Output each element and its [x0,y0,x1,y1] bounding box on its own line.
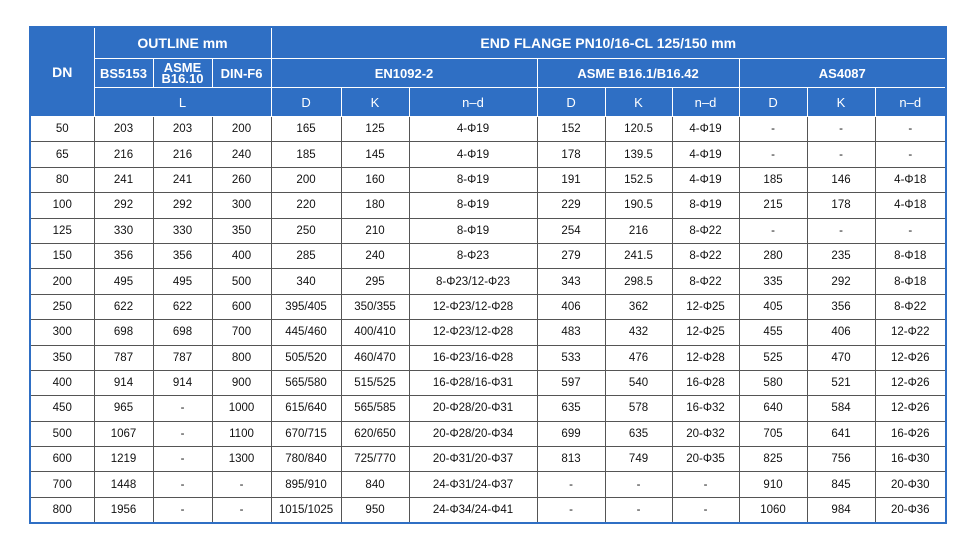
table-cell: 8-Φ22 [875,294,946,319]
table-cell: 895/910 [271,472,341,497]
table-cell: 16-Φ32 [672,396,739,421]
table-cell: - [153,447,212,472]
table-row [30,396,946,421]
table-cell: 254 [537,218,605,243]
table-cell: 8-Φ18 [875,269,946,294]
table-cell: 356 [153,243,212,268]
table-cell: 635 [605,421,672,446]
table-cell: 125 [341,117,409,142]
table-cell: 191 [537,167,605,192]
table-cell: 400 [30,370,94,395]
table-cell: - [807,142,875,167]
table-cell: 292 [94,193,153,218]
table-row [30,472,946,497]
table-cell: 20-Φ36 [875,497,946,523]
table-cell: 12-Φ28 [672,345,739,370]
table-cell: 515/525 [341,370,409,395]
table-cell: 641 [807,421,875,446]
table-cell: 787 [153,345,212,370]
table-cell: 600 [212,294,271,319]
table-cell: 139.5 [605,142,672,167]
table-cell: 780/840 [271,447,341,472]
table-cell: 984 [807,497,875,523]
table-cell: 910 [739,472,807,497]
table-cell: - [537,472,605,497]
table-cell: 800 [30,497,94,523]
table-cell: - [875,117,946,142]
table-cell: 584 [807,396,875,421]
table-cell: 4-Φ19 [672,142,739,167]
table-cell: 241 [153,167,212,192]
table-cell: 335 [739,269,807,294]
header-bs5153: BS5153 [94,59,153,88]
table-cell: 8-Φ23 [409,243,537,268]
header-en-d: D [271,88,341,117]
table-cell: 350 [30,345,94,370]
table-cell: 483 [537,320,605,345]
table-cell: 622 [94,294,153,319]
table-cell: 914 [94,370,153,395]
table-cell: 1300 [212,447,271,472]
table-cell: 152.5 [605,167,672,192]
table-cell: 813 [537,447,605,472]
table-cell: 406 [807,320,875,345]
table-cell: 635 [537,396,605,421]
table-cell: 65 [30,142,94,167]
table-cell: 20-Φ28/20-Φ34 [409,421,537,446]
table-cell: 615/640 [271,396,341,421]
table-cell: 4-Φ19 [672,167,739,192]
table-cell: 565/580 [271,370,341,395]
table-cell: - [739,218,807,243]
table-cell: - [212,472,271,497]
table-cell: 16-Φ26 [875,421,946,446]
header-asme-d: D [537,88,605,117]
table-cell: 705 [739,421,807,446]
header-dn: DN [30,27,94,117]
table-cell: 165 [271,117,341,142]
table-cell: - [672,497,739,523]
table-cell: 8-Φ19 [409,167,537,192]
table-cell: 8-Φ19 [672,193,739,218]
table-cell: - [212,497,271,523]
table-cell: 295 [341,269,409,294]
table-cell: 16-Φ28/16-Φ31 [409,370,537,395]
table-cell: 24-Φ34/24-Φ41 [409,497,537,523]
table-cell: 470 [807,345,875,370]
table-row [30,117,946,142]
table-cell: - [605,497,672,523]
table-cell: 495 [94,269,153,294]
table-cell: 220 [271,193,341,218]
table-cell: 533 [537,345,605,370]
table-cell: 240 [212,142,271,167]
table-cell: 950 [341,497,409,523]
table-cell: 146 [807,167,875,192]
header-asme-k: K [605,88,672,117]
header-asme-b161: ASME B16.1/B16.42 [537,59,739,88]
table-cell: 160 [341,167,409,192]
table-cell: 216 [605,218,672,243]
table-cell: 1067 [94,421,153,446]
header-asme-nd: n–d [672,88,739,117]
table-cell: 699 [537,421,605,446]
table-cell: 406 [537,294,605,319]
table-cell: 400 [212,243,271,268]
table-cell: 203 [153,117,212,142]
table-cell: 178 [537,142,605,167]
table-cell: 12-Φ26 [875,396,946,421]
table-cell: 100 [30,193,94,218]
table-cell: 16-Φ28 [672,370,739,395]
table-cell: 900 [212,370,271,395]
table-cell: - [153,421,212,446]
table-cell: 565/585 [341,396,409,421]
table-cell: 330 [153,218,212,243]
table-row [30,497,946,523]
table-cell: 235 [807,243,875,268]
table-cell: 240 [341,243,409,268]
header-as-k: K [807,88,875,117]
header-end-flange: END FLANGE PN10/16-CL 125/150 mm [271,27,946,59]
table-cell: 600 [30,447,94,472]
table-cell: 280 [739,243,807,268]
table-cell: 20-Φ35 [672,447,739,472]
table-cell: 350 [212,218,271,243]
header-asme-b1610-line1: ASME [163,60,202,75]
table-cell: 450 [30,396,94,421]
table-cell: 4-Φ19 [409,142,537,167]
table-cell: 185 [271,142,341,167]
table-cell: 597 [537,370,605,395]
table-cell: 8-Φ19 [409,218,537,243]
table-cell: 362 [605,294,672,319]
table-cell: 500 [30,421,94,446]
table-cell: 521 [807,370,875,395]
table-cell: 580 [739,370,807,395]
table-cell: 8-Φ19 [409,193,537,218]
table-cell: 698 [94,320,153,345]
table-cell: 185 [739,167,807,192]
table-cell: - [153,497,212,523]
table-cell: 215 [739,193,807,218]
table-cell: 432 [605,320,672,345]
table-cell: - [875,218,946,243]
table-cell: 965 [94,396,153,421]
table-header [30,27,946,117]
table-cell: 178 [807,193,875,218]
table-cell: 840 [341,472,409,497]
table-cell: 1060 [739,497,807,523]
table-row [30,320,946,345]
table-cell: 12-Φ25 [672,294,739,319]
table-cell: 460/470 [341,345,409,370]
table-row [30,193,946,218]
table-cell: 1956 [94,497,153,523]
table-cell: 400/410 [341,320,409,345]
table-cell: 800 [212,345,271,370]
table-cell: 4-Φ18 [875,167,946,192]
table-cell: 229 [537,193,605,218]
table-cell: - [807,117,875,142]
header-en-k: K [341,88,409,117]
table-cell: 300 [212,193,271,218]
table-cell: 756 [807,447,875,472]
table-cell: 125 [30,218,94,243]
table-cell: 1448 [94,472,153,497]
table-cell: 1000 [212,396,271,421]
table-cell: 725/770 [341,447,409,472]
table-cell: 1100 [212,421,271,446]
table-cell: 200 [30,269,94,294]
header-as-nd: n–d [875,88,946,117]
table-cell: 340 [271,269,341,294]
table-cell: 620/650 [341,421,409,446]
table-cell: 395/405 [271,294,341,319]
table-row [30,269,946,294]
table-cell: 476 [605,345,672,370]
table-cell: 8-Φ22 [672,218,739,243]
table-cell: 700 [212,320,271,345]
table-cell: 12-Φ23/12-Φ28 [409,294,537,319]
header-outline: OUTLINE mm [94,27,271,59]
table-cell: 216 [153,142,212,167]
header-l: L [94,88,271,117]
table-cell: 1015/1025 [271,497,341,523]
table-cell: 540 [605,370,672,395]
table-cell: 525 [739,345,807,370]
table-cell: 24-Φ31/24-Φ37 [409,472,537,497]
header-as-d: D [739,88,807,117]
table-cell: - [153,472,212,497]
table-cell: 578 [605,396,672,421]
table-cell: 12-Φ22 [875,320,946,345]
flange-table-container [29,26,945,524]
table-cell: 285 [271,243,341,268]
table-cell: 622 [153,294,212,319]
table-row [30,218,946,243]
table-cell: 356 [807,294,875,319]
table-cell: - [605,472,672,497]
table-cell: 455 [739,320,807,345]
table-cell: 495 [153,269,212,294]
table-cell: 279 [537,243,605,268]
table-cell: 1219 [94,447,153,472]
table-cell: 698 [153,320,212,345]
table-row [30,447,946,472]
table-cell: 80 [30,167,94,192]
table-cell: 330 [94,218,153,243]
table-cell: 4-Φ19 [409,117,537,142]
table-cell: 670/715 [271,421,341,446]
table-cell: 300 [30,320,94,345]
table-cell: 200 [212,117,271,142]
table-cell: 8-Φ18 [875,243,946,268]
header-dinf6: DIN-F6 [212,59,271,88]
table-body [30,117,946,524]
table-row [30,421,946,446]
table-cell: 445/460 [271,320,341,345]
table-cell: 16-Φ30 [875,447,946,472]
table-cell: - [807,218,875,243]
table-cell: 4-Φ19 [672,117,739,142]
table-cell: 500 [212,269,271,294]
table-cell: 12-Φ23/12-Φ28 [409,320,537,345]
table-cell: 8-Φ22 [672,269,739,294]
table-cell: 8-Φ23/12-Φ23 [409,269,537,294]
table-cell: 16-Φ23/16-Φ28 [409,345,537,370]
table-row [30,294,946,319]
header-en1092: EN1092-2 [271,59,537,88]
table-cell: 20-Φ30 [875,472,946,497]
header-asme-b1610-line2: B16.10 [161,71,204,86]
header-as4087: AS4087 [739,59,946,88]
table-cell: 20-Φ28/20-Φ31 [409,396,537,421]
table-cell: 20-Φ32 [672,421,739,446]
table-cell: 241.5 [605,243,672,268]
table-cell: 250 [30,294,94,319]
table-cell: 640 [739,396,807,421]
table-cell: 4-Φ18 [875,193,946,218]
table-cell: 145 [341,142,409,167]
table-cell: 845 [807,472,875,497]
table-cell: 350/355 [341,294,409,319]
table-cell: - [739,142,807,167]
table-cell: 12-Φ25 [672,320,739,345]
table-cell: 356 [94,243,153,268]
table-cell: 405 [739,294,807,319]
table-cell: 787 [94,345,153,370]
table-cell: 190.5 [605,193,672,218]
header-en-nd: n–d [409,88,537,117]
table-row [30,370,946,395]
table-cell: 825 [739,447,807,472]
table-cell: 292 [153,193,212,218]
table-cell: 50 [30,117,94,142]
table-cell: - [875,142,946,167]
table-cell: - [153,396,212,421]
table-cell: 8-Φ22 [672,243,739,268]
table-cell: 260 [212,167,271,192]
table-cell: 150 [30,243,94,268]
table-cell: 12-Φ26 [875,345,946,370]
table-cell: 210 [341,218,409,243]
table-cell: 120.5 [605,117,672,142]
table-cell: 343 [537,269,605,294]
flange-dimensions-table [29,26,947,524]
table-cell: 203 [94,117,153,142]
table-cell: 914 [153,370,212,395]
table-cell: 216 [94,142,153,167]
table-cell: - [739,117,807,142]
table-cell: 700 [30,472,94,497]
table-cell: 749 [605,447,672,472]
table-cell: 20-Φ31/20-Φ37 [409,447,537,472]
table-cell: 250 [271,218,341,243]
table-cell: 200 [271,167,341,192]
table-row [30,243,946,268]
table-cell: 298.5 [605,269,672,294]
table-row [30,142,946,167]
table-row [30,167,946,192]
header-asme-b1610 [153,59,212,88]
table-cell: 180 [341,193,409,218]
table-cell: - [537,497,605,523]
table-cell: 292 [807,269,875,294]
table-cell: - [672,472,739,497]
table-cell: 12-Φ26 [875,370,946,395]
table-row [30,345,946,370]
table-cell: 152 [537,117,605,142]
table-cell: 241 [94,167,153,192]
table-cell: 505/520 [271,345,341,370]
